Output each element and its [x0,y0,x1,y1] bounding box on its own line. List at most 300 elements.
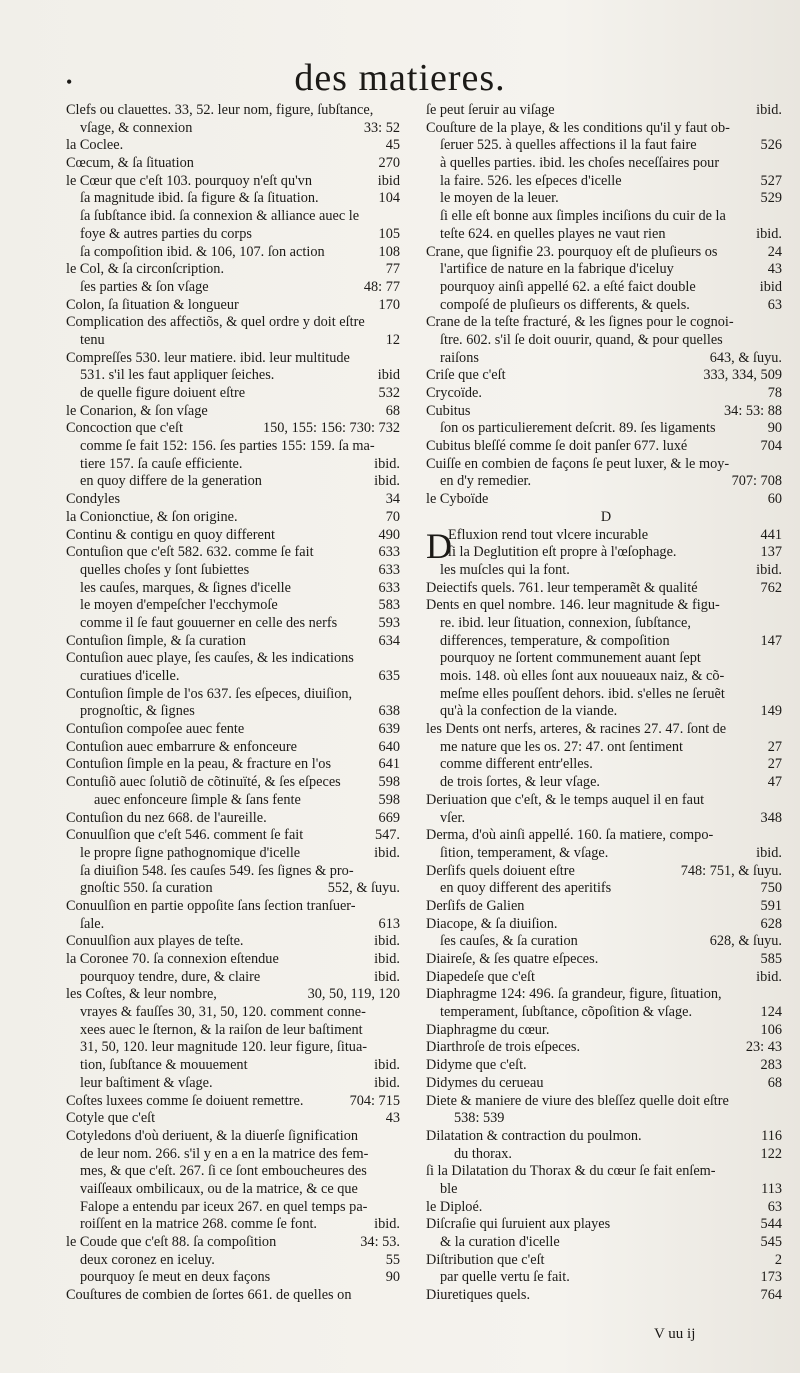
entry-page-ref: 643, & ſuyu. [709,349,782,366]
entry-text: Derma, d'où ainſi appellé. 160. ſa matiere, compo- [426,827,714,844]
entry-text: la Conionctiue, & ſon origine. [66,508,238,525]
index-entry [426,261,786,279]
entry-text: raiſons [440,349,479,366]
index-entry [426,721,786,739]
entry-text: Conuulſion en partie oppoſite ſans ſection tranſuer- [66,897,356,914]
entry-text: Diacope, & ſa diuiſion. [426,915,558,932]
index-entry [66,1146,404,1164]
entry-text: xees auec le ſternon, & la raiſon de leur baſtiment [80,1021,363,1038]
entry-text: l'artifice de nature en la fabrique d'iceluy [440,261,674,278]
entry-page-ref: 634 [378,632,400,649]
index-entry [426,1216,786,1234]
entry-page-ref: 613 [378,915,400,932]
entry-text: ſes parties & ſon vſage [80,278,209,295]
entry-page-ref: 113 [761,1180,782,1197]
index-entry [66,1022,404,1040]
entry-page-ref: 640 [378,738,400,755]
index-entry [66,473,404,491]
entry-text: mes, & que c'eſt. 267. ſi ce ſont emboucheures des [80,1163,367,1180]
entry-text: Conuulſion aux playes de teſte. [66,933,244,950]
entry-text: Didymes du cerueau [426,1074,544,1091]
index-entry [66,261,404,279]
entry-text: me nature que les os. 27: 47. ont ſentiment [440,738,683,755]
entry-page-ref: 704 [760,438,782,455]
entry-text: Deiectifs quels. 761. leur temperamẽt & qualité [426,579,698,596]
entry-text: Deriuation que c'eſt, & le temps auquel il en faut [426,791,705,808]
entry-text: Contuſion compoſee auec fente [66,721,245,738]
entry-page-ref: ibid. [756,968,782,985]
entry-page-ref: 34: 53: 88 [724,402,782,419]
entry-text: Contuſion auec playe, ſes cauſes, & les indications [66,650,354,667]
entry-text: vaiſſeaux ombilicaux, ou de la matrice, & ce que [80,1180,358,1197]
index-entry [66,703,404,721]
entry-page-ref: 639 [378,721,400,738]
entry-text: mois. 148. où elles ſont aux nouueaux naiz, & cõ- [440,668,725,684]
entry-text: & la curation d'icelle [440,1234,560,1250]
entry-text: le moyen de la leuer. [440,190,559,207]
index-entry [66,650,404,668]
entry-text: de quelle figure doiuent eſtre [80,385,246,401]
entry-page-ref: 591 [760,897,782,914]
entry-text: Criſe que c'eſt [426,367,506,384]
index-entry [66,544,404,562]
entry-page-ref: 441 [760,526,782,543]
entry-text: Derſifs quels doiuent eſtre [426,862,575,879]
entry-text: vrayes & fauſſes 30, 31, 50, 120. comment conne- [80,1004,366,1021]
index-entry [66,580,404,598]
entry-page-ref: 490 [378,526,400,543]
entry-page-ref: 552, & ſuyu. [327,880,400,897]
entry-text: Cœcum, & ſa ſituation [66,155,194,172]
entry-page-ref: 170 [378,296,400,313]
entry-text: ſeruer 525. à quelles affections il la faut faire [440,137,697,154]
index-entry [66,1110,404,1128]
entry-page-ref: 124 [760,1004,782,1021]
index-entry [426,226,786,244]
entry-page-ref: 583 [378,597,400,614]
index-entry [426,1075,786,1093]
entry-text: ſale. [80,915,105,932]
index-entry [66,279,404,297]
index-entry [426,155,786,173]
index-entry [66,827,404,845]
index-entry [426,1057,786,1075]
index-entry [66,898,404,916]
entry-text: le Cœur que c'eſt 103. pourquoy n'eſt qu'vn [66,172,312,189]
entry-text: prognoſtic, & ſignes [80,703,195,720]
drop-cap: D [426,525,452,566]
index-entry [66,1039,404,1057]
index-entry [426,403,786,421]
entry-text: Diaireſe, & ſes quatre eſpeces. [426,951,599,967]
index-entry [426,190,786,208]
entry-page-ref: 30, 50, 119, 120 [307,986,400,1003]
index-entry [426,1146,786,1164]
entry-page-ref: 116 [761,1127,782,1144]
entry-text: curatiues d'icelle. [80,668,180,684]
index-entry [426,1004,786,1022]
index-entry [426,1269,786,1287]
index-entry [426,120,786,138]
entry-text: Diete & maniere de viure des bleſſez quelle doit eſtre [426,1092,729,1109]
index-entry [66,1128,404,1146]
index-entry [426,350,786,368]
entry-text: de trois ſortes, & leur vſage. [440,774,601,791]
entry-text: leur baſtiment & vſage. [80,1074,213,1091]
index-entry [66,1004,404,1022]
entry-text: auec enfonceure ſimple & ſans fente [94,791,301,808]
entry-text: Falope a entendu par iceux 267. en quel temps pa- [80,1198,368,1215]
entry-text: 31, 50, 120. leur magnitude 120. leur figure, ſitua- [80,1039,368,1056]
index-entry [66,792,404,810]
entry-page-ref: 704: 715 [349,1092,400,1109]
index-entry [426,1039,786,1057]
index-entry [66,1234,404,1252]
index-entry [426,916,786,934]
entry-page-ref: 598 [378,774,400,791]
entry-text: qu'à la confection de la viande. [440,703,618,720]
index-entry [426,792,786,810]
entry-page-ref: 532 [378,385,400,401]
index-entry [426,1128,786,1146]
entry-text: Couſtures de combien de ſortes 661. de quelles on [66,1287,352,1304]
entry-text: D [600,508,612,525]
entry-text: la faire. 526. les eſpeces d'icelle [440,172,622,189]
entry-page-ref: 270 [378,155,400,172]
entry-text: les muſcles qui la font. [440,561,570,578]
index-entry [66,385,404,403]
entry-page-ref: 43 [767,261,782,278]
entry-text: à quelles parties. ibid. les choſes neceſſaires pour [440,155,720,172]
entry-text: Crane, que ſignifie 23. pourquoy eſt de pluſieurs os [426,243,718,260]
index-entry [426,703,786,721]
entry-page-ref: 641 [378,756,400,773]
index-entry [66,190,404,208]
entry-page-ref: 137 [760,544,782,561]
entry-text: comme ſe fait 152: 156. ſes parties 155: 159. ſa ma- [80,438,375,455]
entry-text: Concoction que c'eſt [66,420,183,437]
entry-text: comme different entr'elles. [440,756,593,773]
entry-page-ref: 27 [767,738,782,755]
entry-text: Cotyle que c'eſt [66,1110,156,1127]
entry-text: ſtre. 602. s'il ſe doit ouurir, quand, & pour quelles [440,331,723,348]
entry-page-ref: 348 [760,809,782,826]
entry-text: Complication des affectiõs, & quel ordre y doit eſtre [66,314,365,331]
index-entry [66,597,404,615]
index-entry [66,403,404,421]
index-entry [426,774,786,792]
index-entry [66,562,404,580]
index-entry [66,509,404,527]
entry-text: Cubitus [426,402,471,419]
index-entry [66,367,404,385]
entry-text: Colon, ſa ſituation & longueur [66,296,239,313]
entry-page-ref: 628, & ſuyu. [709,933,782,950]
index-entry [66,756,404,774]
index-entry [66,863,404,881]
index-entry [426,686,786,704]
index-entry [426,385,786,403]
index-entry [426,739,786,757]
index-entry [426,438,786,456]
entry-text: 538: 539 [454,1110,505,1127]
entry-text: Contuſion ſimple, & ſa curation [66,632,246,649]
entry-text: Diapedeſe que c'eſt [426,968,535,985]
index-entry [426,173,786,191]
entry-page-ref: 635 [378,668,400,684]
index-entry [426,297,786,315]
entry-page-ref: 633 [378,544,400,561]
entry-text: deux coronez en iceluy. [80,1251,215,1268]
entry-text: le propre ſigne pathognomique d'icelle [80,844,301,861]
entry-text: le Col, & ſa circonſcription. [66,261,225,278]
entry-text: Diuretiques quels. [426,1287,531,1304]
entry-text: Contuſion que c'eſt 582. 632. comme ſe fait [66,544,314,561]
entry-page-ref: 750 [760,880,782,897]
index-entry [426,332,786,350]
index-entry [426,473,786,491]
entry-text: vſage, & connexion [80,119,193,136]
entry-page-ref: ibid. [374,951,400,967]
entry-text: ſition, temperament, & vſage. [440,844,609,861]
index-entry [66,332,404,350]
entry-page-ref: ibid. [756,561,782,578]
entry-text: tion, ſubſtance & mouuement [80,1057,248,1074]
entry-page-ref: 48: 77 [363,278,400,295]
entry-text: Efluxion rend tout vlcere incurable [448,526,649,543]
index-entry [426,1199,786,1217]
entry-text: ſes cauſes, & ſa curation [440,933,578,950]
index-entry [426,1022,786,1040]
entry-text: temperament, ſubſtance, cõpoſition & vſage. [440,1004,693,1021]
index-entry [66,721,404,739]
entry-page-ref: ibid. [374,844,400,861]
entry-page-ref: ibid [377,367,400,384]
entry-text: compoſé de pluſieurs os differents, & quels. [440,296,690,313]
entry-text: le Conarion, & ſon vſage [66,402,208,419]
entry-text: Crane de la teſte fracturé, & les ſignes pour le cognoi- [426,314,734,331]
entry-text: Crycoïde. [426,385,482,401]
entry-page-ref: 90 [385,1269,400,1286]
index-entry [66,297,404,315]
entry-page-ref: ibid. [374,1057,400,1074]
entry-text: Diſcraſie qui ſuruient aux playes [426,1216,611,1233]
entry-text: Contuſion ſimple de l'os 637. ſes eſpeces, diuiſion, [66,685,353,702]
entry-text: les Coſtes, & leur nombre, [66,986,217,1003]
entry-page-ref: ibid [759,278,782,295]
entry-page-ref: 529 [760,190,782,207]
entry-text: Dents en quel nombre. 146. leur magnitude & figu- [426,597,720,614]
index-entry [426,880,786,898]
entry-text: Continu & contigu en quoy different [66,526,275,543]
entry-page-ref: 147 [760,632,782,649]
entry-text: en d'y remedier. [440,473,532,490]
entry-page-ref: ibid. [756,102,782,118]
index-entry [66,1252,404,1270]
index-entry [66,527,404,545]
entry-page-ref: ibid. [374,968,400,985]
entry-page-ref: 527 [760,172,782,189]
entry-page-ref: 545 [760,1234,782,1250]
index-entry [66,969,404,987]
entry-text: Contuſiõ auec ſolutiõ de cõtinuïté, & ſes eſpeces [66,774,341,791]
entry-text: Cuiſſe en combien de façons ſe peut luxer, & le moy- [426,455,730,472]
entry-page-ref: ibid. [756,225,782,242]
index-entry [66,986,404,1004]
entry-page-ref: 150, 155: 156: 730: 732 [262,420,400,437]
entry-text: ſa diuiſion 548. ſes cauſes 549. ſes ſignes & pro- [80,862,354,879]
entry-text: pourquoy ne ſortent communement auant ſept [440,650,701,667]
index-entry [426,456,786,474]
entry-text: en quoy different des aperitifs [440,880,612,897]
index-entry [66,1163,404,1181]
entry-text: Dilatation & contraction du poulmon. [426,1127,642,1144]
index-entry [66,1181,404,1199]
entry-page-ref: 593 [378,614,400,631]
entry-text: tenu [80,331,105,348]
entry-page-ref: 43 [385,1110,400,1127]
entry-page-ref: 2 [774,1251,782,1268]
index-entry [66,951,404,969]
entry-text: en quoy differe de la generation [80,473,262,490]
entry-page-ref: 104 [378,190,400,207]
entry-text: le moyen d'empeſcher l'ecchymoſe [80,597,278,614]
index-entry [66,933,404,951]
entry-text: le Diploé. [426,1198,483,1215]
entry-text: ſa compoſition ibid. & 106, 107. ſon action [80,243,325,260]
index-entry [426,863,786,881]
index-entry [66,880,404,898]
index-entry [66,1216,404,1234]
entry-page-ref: 68 [767,1074,782,1091]
entry-text: ſa ſubſtance ibid. ſa connexion & alliance auec le [80,208,360,225]
entry-page-ref: 748: 751, & ſuyu. [680,862,782,879]
left-column [66,102,404,1305]
signature-mark: V uu ij [654,1326,696,1342]
index-entry [426,562,786,580]
entry-page-ref: 283 [760,1057,782,1074]
index-entry [426,1252,786,1270]
entry-text: ſi la Deglutition eſt propre à l'œſophage. [448,544,677,561]
entry-page-ref: 12 [385,331,400,348]
index-entry [66,1269,404,1287]
entry-page-ref: 106 [760,1021,782,1038]
entry-text: ble [440,1180,458,1197]
index-entry [66,1199,404,1217]
entry-page-ref: 24 [767,243,782,260]
entry-text: vſer. [440,809,466,826]
index-entry [426,597,786,615]
entry-page-ref: 34 [385,491,400,508]
index-entry [426,986,786,1004]
index-entry [426,615,786,633]
entry-text: de leur nom. 266. s'il y en a en la matrice des fem- [80,1145,369,1162]
entry-text: Diaphragme du cœur. [426,1021,550,1038]
entry-text: Cotyledons d'où deriuent, & la diuerſe ſignification [66,1127,359,1144]
entry-text: pourquoy tendre, dure, & claire [80,968,261,985]
index-entry [66,810,404,828]
index-entry [426,1163,786,1181]
index-entry [66,845,404,863]
entry-text: les cauſes, marques, & ſignes d'icelle [80,579,292,596]
entry-text: pourquoy ſe meut en deux façons [80,1269,271,1286]
entry-page-ref: 33: 52 [363,119,400,136]
index-entry [426,1093,786,1111]
entry-page-ref: 63 [767,296,782,313]
entry-page-ref: 547. [374,827,400,844]
index-entry [426,668,786,686]
index-entry [66,226,404,244]
entry-page-ref: 108 [378,243,400,260]
index-entry [426,969,786,987]
entry-text: Contuſion du nez 668. de l'aureille. [66,809,267,826]
index-entry [66,314,404,332]
entry-text: ſon os particulierement deſcrit. 89. ſes ligaments [440,420,716,437]
entry-page-ref: ibid. [374,1216,400,1233]
index-entry [66,739,404,757]
entry-page-ref: 598 [378,791,400,808]
index-entry [426,102,786,120]
entry-page-ref: 27 [767,756,782,773]
entry-page-ref: 633 [378,561,400,578]
entry-page-ref: 669 [378,809,400,826]
entry-text: du thorax. [454,1145,512,1162]
index-entry [66,155,404,173]
index-entry [66,120,404,138]
entry-page-ref: 105 [378,225,400,242]
entry-page-ref: 23: 43 [745,1039,782,1056]
index-entry [66,668,404,686]
index-entry [426,898,786,916]
entry-text: ſa magnitude ibid. ſa figure & ſa ſituation. [80,190,319,207]
entry-page-ref: 70 [385,508,400,525]
entry-page-ref: 78 [767,385,782,401]
index-entry [426,1110,786,1128]
entry-text: Diſtribution que c'eſt [426,1251,545,1268]
index-entry [426,137,786,155]
entry-page-ref: 585 [760,951,782,967]
entry-text: par quelle vertu ſe fait. [440,1269,570,1286]
index-entry [426,827,786,845]
entry-text: Didyme que c'eſt. [426,1057,527,1074]
entry-page-ref: ibid. [374,1074,400,1091]
entry-text: Diaphragme 124: 496. ſa grandeur, figure, ſituation, [426,986,722,1003]
entry-page-ref: ibid. [374,473,400,490]
entry-text: pourquoy ainſi appellé 62. a eſté faict double [440,278,696,295]
index-entry [426,810,786,828]
index-entry [66,438,404,456]
entry-page-ref: 707: 708 [731,473,782,490]
entry-text: le Coude que c'eſt 88. ſa compoſition [66,1234,277,1250]
entry-text: re. ibid. leur ſituation, connexion, ſubſtance, [440,614,691,631]
index-entry [426,544,786,562]
index-entry [66,774,404,792]
entry-text: Couſture de la playe, & les conditions qu'il y faut ob- [426,119,730,136]
index-entry [426,208,786,226]
entry-page-ref: 544 [760,1216,782,1233]
index-entry [66,615,404,633]
index-entry [66,350,404,368]
entry-page-ref: 63 [767,1198,782,1215]
entry-text: Coſtes luxees comme ſe doiuent remettre. [66,1092,304,1109]
index-entry [426,279,786,297]
entry-page-ref: 526 [760,137,782,154]
entry-text: Clefs ou clauettes. 33, 52. leur nom, figure, ſubſtance, [66,102,374,118]
index-entry [426,633,786,651]
index-entry [66,420,404,438]
entry-text: Cubitus bleſſé comme ſe doit panſer 677. luxé [426,438,688,455]
entry-text: Conuulſion que c'eſt 546. comment ſe fait [66,827,304,844]
